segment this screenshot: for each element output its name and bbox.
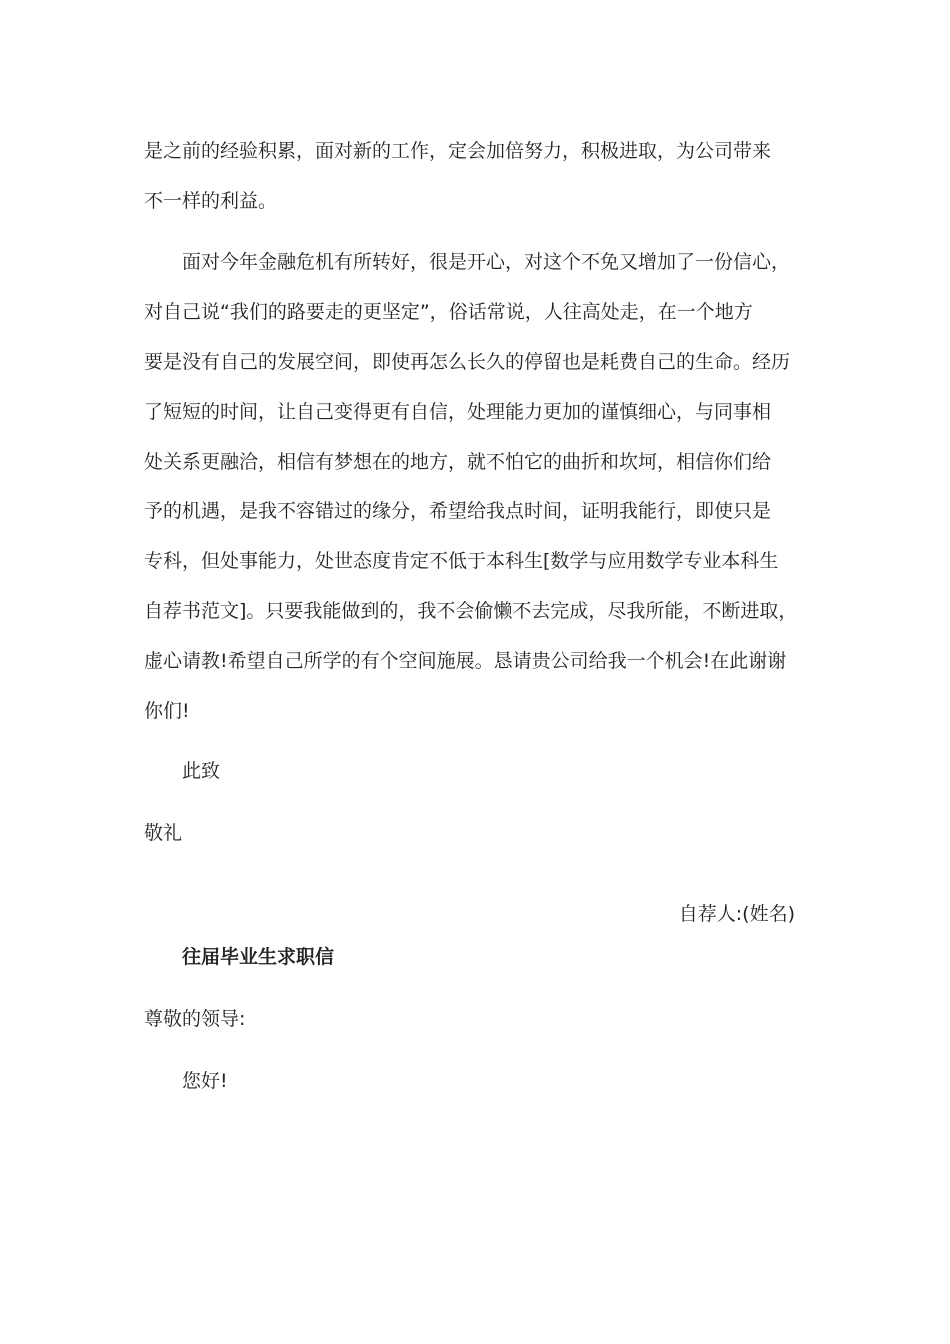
paragraph-2-line-9: 虚心请教!希望自己所学的有个空间施展。恳请贵公司给我一个机会!在此谢谢 — [144, 650, 787, 672]
paragraph-2-line-2: 对自己说“我们的路要走的更坚定”，俗话常说，人往高处走，在一个地方 — [144, 301, 753, 323]
paragraph-2-line-6: 予的机遇，是我不容错过的缘分，希望给我点时间，证明我能行，即使只是 — [144, 500, 772, 522]
paragraph-1-line-1: 是之前的经验积累，面对新的工作，定会加倍努力，积极进取，为公司带来 — [144, 140, 772, 162]
letter-title: 往届毕业生求职信 — [182, 946, 335, 968]
closing-salute: 敬礼 — [144, 822, 183, 844]
paragraph-2-line-8: 自荐书范文]。只要我能做到的，我不会偷懒不去完成，尽我所能，不断进取， — [144, 600, 798, 622]
letter-salutation: 尊敬的领导: — [144, 1008, 246, 1030]
paragraph-2-line-7: 专科，但处事能力，处世态度肯定不低于本科生[数学与应用数学专业本科生 — [144, 550, 779, 572]
paragraph-2-line-5: 处关系更融洽，相信有梦想在的地方，就不怕它的曲折和坎坷，相信你们给 — [144, 451, 772, 473]
paragraph-2-line-3: 要是没有自己的发展空间，即使再怎么长久的停留也是耗费自己的生命。经历 — [144, 351, 791, 373]
closing-greeting: 此致 — [182, 760, 221, 782]
paragraph-1-line-2: 不一样的利益。 — [144, 190, 278, 212]
paragraph-2-line-1: 面对今年金融危机有所转好，很是开心，对这个不免又增加了一份信心， — [182, 251, 791, 273]
paragraph-2-line-4: 了短短的时间，让自己变得更有自信，处理能力更加的谨慎细心，与同事相 — [144, 401, 772, 423]
paragraph-2-line-10: 你们! — [144, 700, 190, 722]
signature: 自荐人:(姓名) — [678, 903, 795, 925]
letter-greeting: 您好! — [182, 1070, 228, 1092]
